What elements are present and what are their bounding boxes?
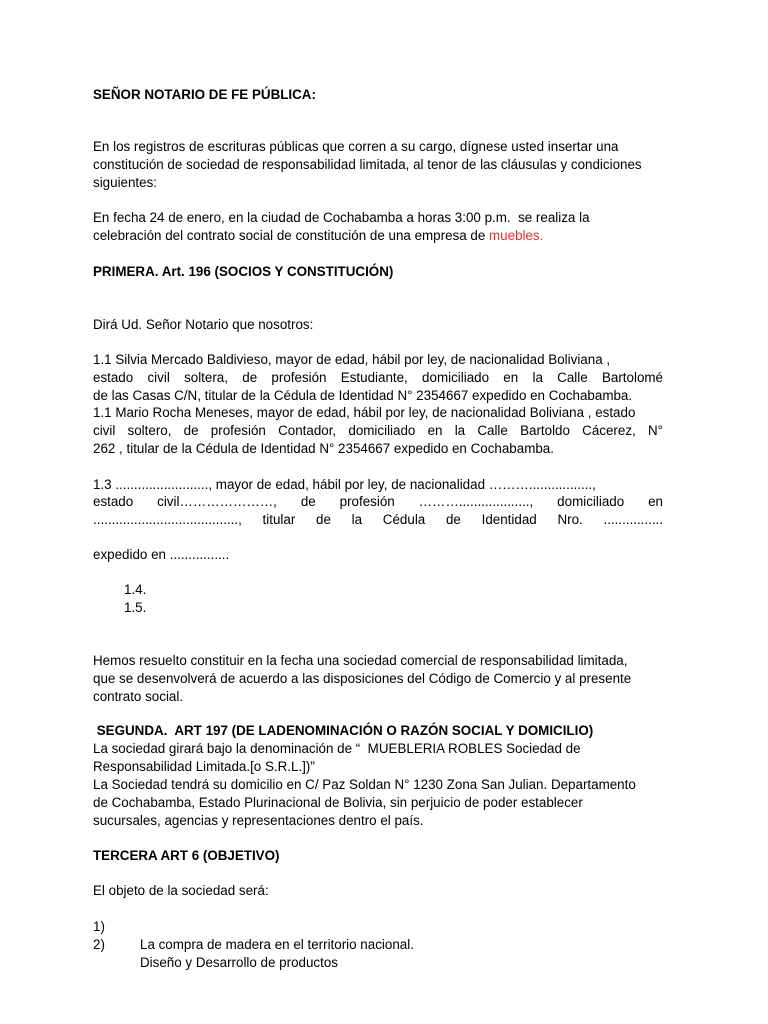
highlighted-word: muebles. <box>489 228 544 243</box>
intro-line: En los registros de escrituras públicas que corren a su cargo, dígnese usted insertar una <box>93 139 619 154</box>
resolved-line: que se desenvolverá de acuerdo a las disposiciones del Código de Comercio y al presente <box>93 671 632 686</box>
issued-line: expedido en ................ <box>93 547 230 562</box>
partner1-line: 1.1 Silvia Mercado Baldivieso, mayor de edad, hábil por ley, de nacionalidad Boliviana , <box>93 352 611 367</box>
objective-text: Diseño y Desarrollo de productos <box>140 955 338 970</box>
partner3-line: ......................................., titular de la Cédula de Identidad Nro. ................ <box>93 512 663 527</box>
document-heading: SEÑOR NOTARIO DE FE PÚBLICA: <box>93 87 316 102</box>
tercera-intro: El objeto de la sociedad será: <box>93 883 269 898</box>
objective-item <box>93 918 663 990</box>
section-title-tercera: TERCERA ART 6 (OBJETIVO) <box>93 848 280 863</box>
partner2-line: 262 , titular de la Cédula de Identidad N° 2354667 expedido en Cochabamba. <box>93 441 554 456</box>
partner3-line: 1.3 ........................., mayor de edad, hábil por ley, de nacionalidad ………................., <box>93 477 596 492</box>
list-item: 1.4. <box>124 582 147 597</box>
primera-intro: Dirá Ud. Señor Notario que nosotros: <box>93 317 314 332</box>
partner3-line: estado civil…………………, de profesión ………..................., domiciliado en <box>93 494 663 509</box>
segunda-line: de Cochabamba, Estado Plurinacional de Bolivia, sin perjuicio de poder establecer <box>93 795 583 810</box>
date-line <box>93 227 663 245</box>
list-item: 1.5. <box>124 600 147 615</box>
segunda-line: La sociedad girará bajo la denominación de “ MUEBLERIA ROBLES Sociedad de <box>93 741 581 756</box>
resolved-line: Hemos resuelto constituir en la fecha una sociedad comercial de responsabilidad limitada, <box>93 653 628 668</box>
resolved-line: contrato social. <box>93 689 184 704</box>
objective-number: 2) <box>93 937 105 952</box>
intro-line: siguientes: <box>93 175 158 190</box>
segunda-line: sucursales, agencias y representaciones dentro el país. <box>93 813 424 828</box>
date-line-text: celebración del contrato social de constitución de una empresa de <box>93 228 490 243</box>
segunda-line: Responsabilidad Limitada.[o S.R.L.])” <box>93 759 315 774</box>
objective-number: 1) <box>93 919 105 934</box>
segunda-line: La Sociedad tendrá su domicilio en C/ Paz Soldan N° 1230 Zona San Julian. Departamento <box>93 777 636 792</box>
partner2-line: 1.1 Mario Rocha Meneses, mayor de edad, hábil por ley, de nacionalidad Boliviana , estado <box>93 405 636 420</box>
partner1-line: de las Casas C/N, titular de la Cédula de Identidad N° 2354667 expedido en Cochabamba. <box>93 388 633 403</box>
objective-text: La compra de madera en el territorio nacional. <box>140 937 414 952</box>
date-line: En fecha 24 de enero, en la ciudad de Cochabamba a horas 3:00 p.m. se realiza la <box>93 210 590 225</box>
partner2-line: civil soltero, de profesión Contador, domiciliado en la Calle Bartoldo Cácerez, N° <box>93 423 663 438</box>
partner1-line: estado civil soltera, de profesión Estudiante, domiciliado en la Calle Bartolomé <box>93 370 663 385</box>
intro-line: constitución de sociedad de responsabilidad limitada, al tenor de las cláusulas y condiciones <box>93 157 642 172</box>
section-title-segunda: SEGUNDA. ART 197 (DE LADENOMINACIÓN O RAZÓN SOCIAL Y DOMICILIO) <box>93 723 594 738</box>
section-title-primera: PRIMERA. Art. 196 (SOCIOS Y CONSTITUCIÓN) <box>93 264 394 279</box>
